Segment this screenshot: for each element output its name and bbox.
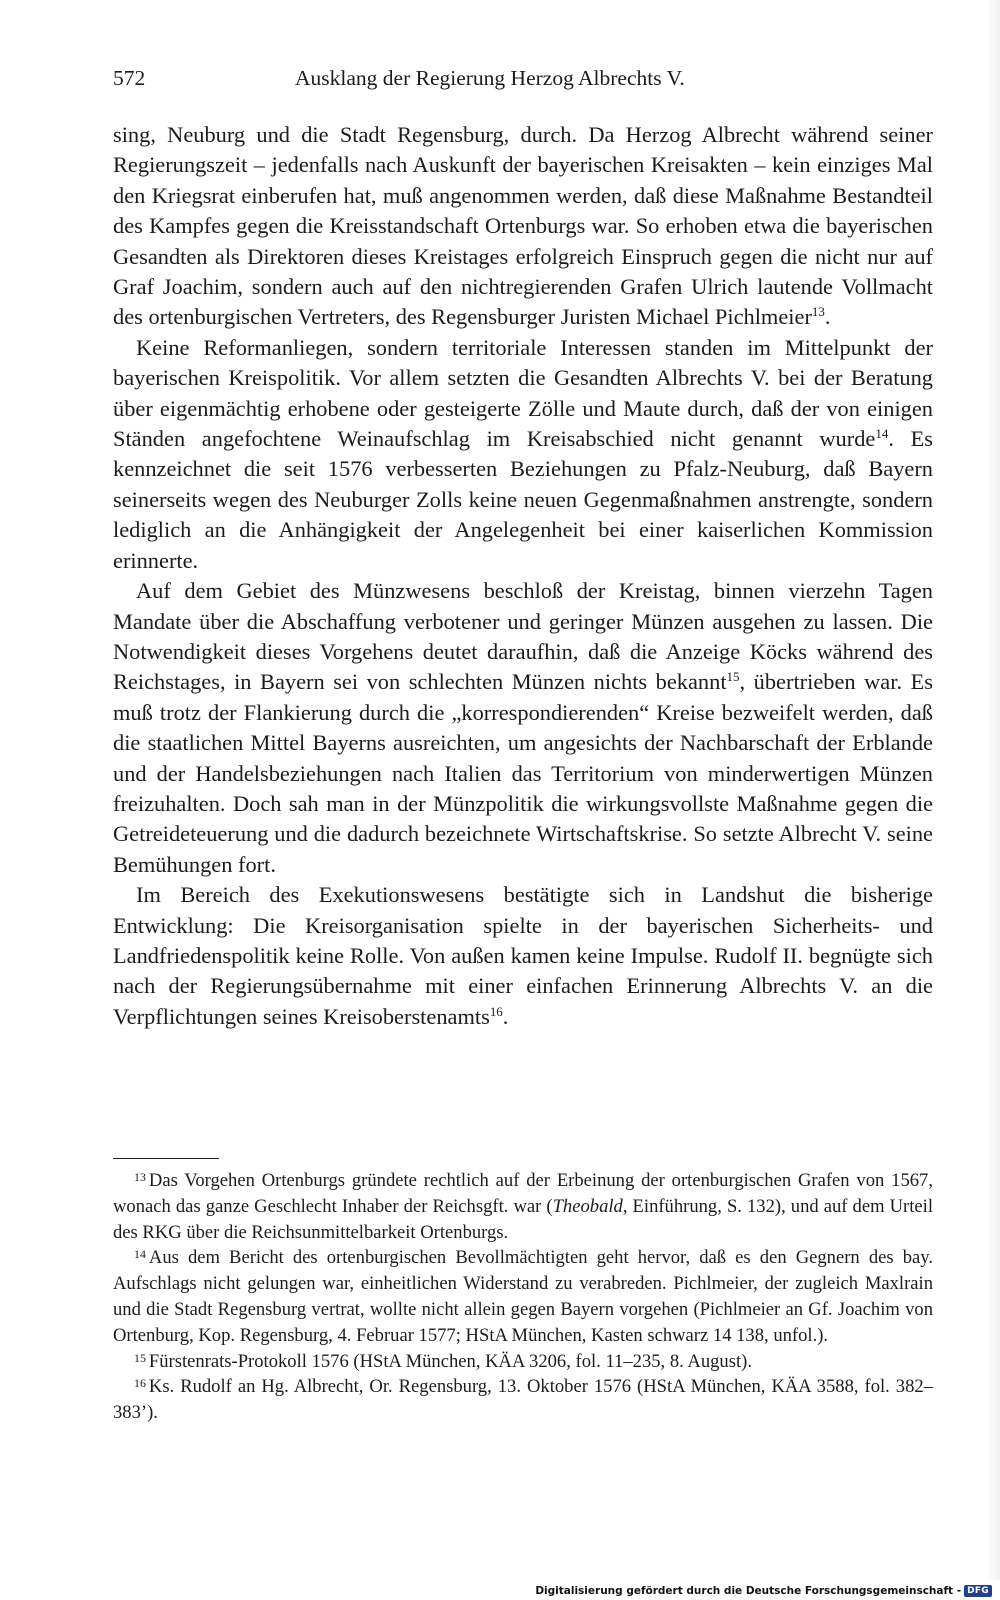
paragraph-4-tail: . [502,1003,509,1029]
paragraph-3-text-a: Auf dem Gebiet des Münzwesens beschloß der Kreistag, binnen vierzehn Tagen Mandate über die Abschaffung verbotener und geringer Münzen ausgehen zu lassen. Die Notwendigkeit dieses Vorgehens deutet daraufhin, daß die Anzeige Köcks während des Reichstages, in Bayern sei von schlechten Münzen nichts bekannt [113,578,933,695]
paragraph-1-text: sing, Neuburg und die Stadt Regensburg, durch. Da Herzog Albrecht während seiner Regierungszeit – jedenfalls nach Auskunft der bayerischen Kreisakten – kein einziges Mal den Kriegsrat einberufen hat, muß angenommen werden, daß diese Maßnahme Bestandteil des Kampfes gegen die Kreisstandschaft Ortenburgs war. So erhoben etwa die bayerischen Gesandten als Direktoren dieses Kreistages erfolgreich Einspruch gegen die nicht nur auf Graf Joachim, sondern auch auf den nichtregierenden Grafen Ulrich lautende Vollmacht des ortenburgischen Vertreters, des Regensburger Juristen Michael Pichlmeier [113,122,933,330]
footnote-ref-13: 13 [811,304,825,320]
footnote-15 [113,1349,933,1375]
running-header [113,62,933,94]
footnote-number: 15 [134,1350,146,1365]
footnote-number: 14 [134,1247,146,1262]
footnote-separator [113,1158,219,1159]
footnote-author: Theobald [552,1195,623,1217]
main-text [113,120,933,1032]
page-number: 572 [113,66,146,90]
paragraph-2 [113,333,933,576]
paragraph-3 [113,576,933,880]
footnote-13 [113,1168,933,1245]
running-title: Ausklang der Regierung Herzog Albrechts V. [295,66,685,90]
footnote-text: , Einführung, S. 132), und auf dem Urteil des RKG über die Reichsunmittelbarkeit Ortenburgs. [113,1195,933,1243]
footnote-number: 16 [134,1376,146,1391]
paragraph-4 [113,880,933,1032]
footnote-text: Ks. Rudolf an Hg. Albrecht, Or. Regensburg, 13. Oktober 1576 (HStA München, KÄA 3588, fol. 382–383’). [113,1376,933,1424]
footnote-ref-16: 16 [489,1003,503,1019]
footnote-16 [113,1374,933,1426]
dfg-logo: DFG [964,1585,992,1597]
footnote-14 [113,1245,933,1348]
footnote-text: Das Vorgehen Ortenburgs gründete rechtlich auf der Erbeinung der ortenburgischen Grafen von 1567, wonach das ganze Geschlecht Inhaber der Reichsgft. war ( [113,1170,933,1217]
footnote-number: 13 [134,1170,146,1185]
footnotes [113,1168,933,1426]
paragraph-2-text-a: Keine Reformanliegen, sondern territoriale Interessen standen im Mittelpunkt der bayerischen Kreispolitik. Vor allem setzten die Gesandten Albrechts V. bei der Beratung über eigenmächtig erhobene oder gesteigerte Zölle und Maute durch, daß der von einigen Ständen angefochtene Weinaufschlag im Kreisabschied nicht genannt wurde [113,334,933,452]
paragraph-1 [113,120,933,333]
footnote-ref-14: 14 [875,426,889,442]
footnote-text: Fürstenrats-Protokoll 1576 (HStA München, KÄA 3206, fol. 11–235, 8. August). [148,1350,752,1372]
footnote-text: Aus dem Bericht des ortenburgischen Bevollmächtigten geht hervor, daß es den Gegnern des bay. Aufschlags nicht gelungen war, einheitlichen Widerstand zu verabreden. Pichlmeier, der zugleich Maxlrain und die Stadt Regensburg vertrat, wollte nicht allein gegen Bayern vorgehen (Pichlmeier an Gf. Joachim von Ortenburg, Kop. Regensburg, 4. Februar 1577; HStA München, Kasten schwarz 14 138, unfol.). [113,1247,933,1346]
paragraph-1-tail: . [824,304,831,330]
paragraph-3-text-b: , übertrieben war. Es muß trotz der Flankierung durch die „korrespondierenden“ Kreise bezweifelt werden, daß die staatlichen Mittel Bayerns ausreichten, um angesichts der Nachbarschaft der Erblande und der Handelsbeziehungen nach Italien das Territorium von minderwertigen Münzen freizuhalten. Doch sah man in der Münzpolitik die wirkungsvollste Maßnahme gegen die Getreideteuerung und die dadurch bezeichnete Wirtschaftskrise. So setzte Albrecht V. seine Bemühungen fort. [113,669,933,877]
page-edge-shadow [986,0,1000,1580]
footnote-ref-15: 15 [726,669,740,685]
funding-banner [535,1584,992,1598]
paragraph-4-text: Im Bereich des Exekutionswesens bestätigte sich in Landshut die bisherige Entwicklung: Die Kreisorganisation spielte in der bayerischen Sicherheits- und Landfriedenspolitik keine Rolle. Von außen kamen keine Impulse. Rudolf II. begnügte sich nach der Regierungsübernahme mit einer einfachen Erinnerung Albrechts V. an die Verpflichtungen seines Kreisoberstenamts [113,882,933,1029]
funding-text: Digitalisierung gefördert durch die Deutsche Forschungsgemeinschaft - [535,1585,962,1597]
paragraph-2-text-b: . Es kennzeichnet die seit 1576 verbesserten Beziehungen zu Pfalz-Neuburg, daß Bayern seinerseits wegen des Neuburger Zolls keine neuen Gegenmaßnahmen anstrengte, sondern lediglich an die Anhängigkeit der Angelegenheit bei einer kaiserlichen Kommission erinnerte. [113,426,933,573]
